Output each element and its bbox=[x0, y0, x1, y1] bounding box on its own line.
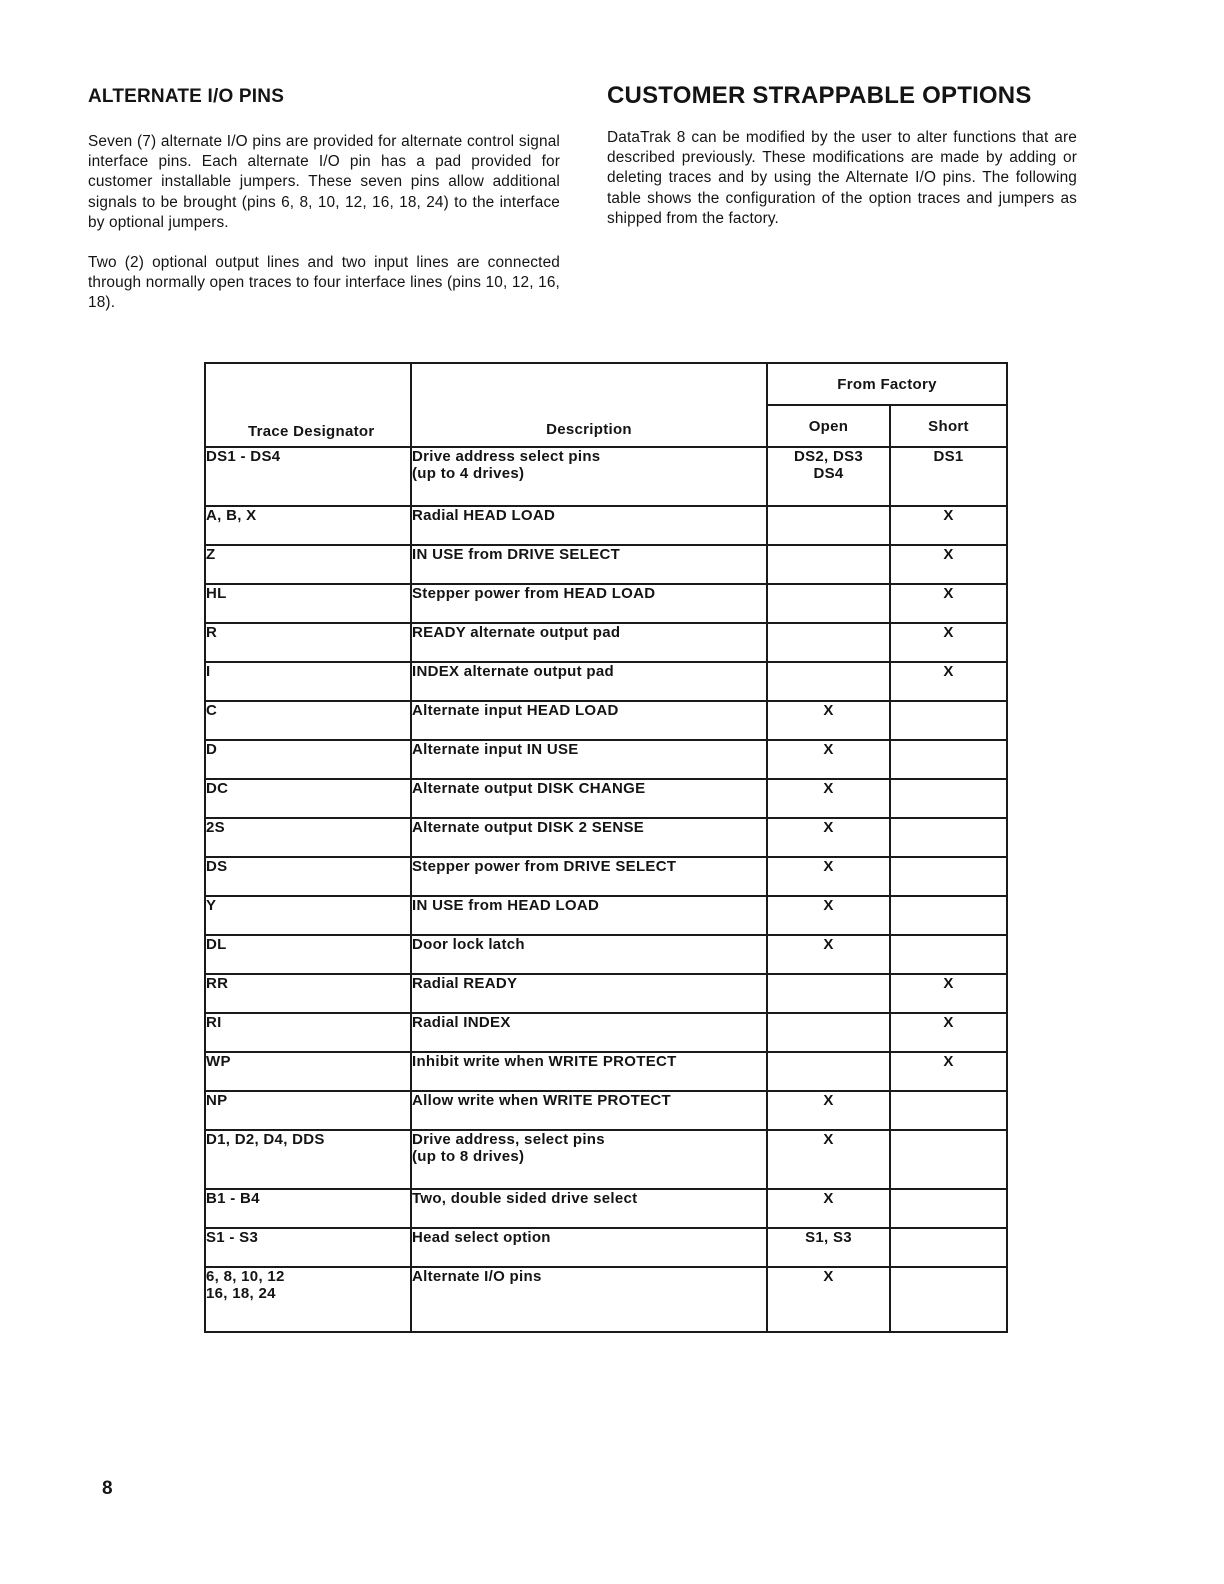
table-row bbox=[205, 1052, 1007, 1091]
description-line: IN USE from HEAD LOAD bbox=[412, 897, 600, 914]
description-cell bbox=[411, 447, 767, 506]
table-row bbox=[205, 1228, 1007, 1267]
short-cell: X bbox=[890, 584, 1007, 623]
description-cell bbox=[411, 1189, 767, 1228]
open-value: X bbox=[823, 897, 834, 914]
description-cell bbox=[411, 623, 767, 662]
header-from-factory: From Factory bbox=[767, 363, 1007, 405]
description-cell bbox=[411, 1013, 767, 1052]
description-cell bbox=[411, 1130, 767, 1189]
short-cell bbox=[890, 1130, 1007, 1189]
description-line: Stepper power from DRIVE SELECT bbox=[412, 858, 677, 875]
right-column bbox=[607, 82, 1077, 229]
description-line: Two, double sided drive select bbox=[412, 1190, 638, 1207]
description-line: Alternate I/O pins bbox=[412, 1268, 542, 1285]
description-cell bbox=[411, 1267, 767, 1332]
trace-designator-cell: DL bbox=[205, 935, 411, 974]
description-line: (up to 4 drives) bbox=[412, 465, 525, 482]
open-value: X bbox=[823, 819, 834, 836]
short-cell: X bbox=[890, 1013, 1007, 1052]
open-cell bbox=[767, 779, 890, 818]
open-cell bbox=[767, 857, 890, 896]
description-cell bbox=[411, 818, 767, 857]
table-row bbox=[205, 662, 1007, 701]
description-line: Radial INDEX bbox=[412, 1014, 511, 1031]
trace-designator-cell: RR bbox=[205, 974, 411, 1013]
trace-designator-cell: S1 - S3 bbox=[205, 1228, 411, 1267]
description-cell bbox=[411, 896, 767, 935]
description-line: IN USE from DRIVE SELECT bbox=[412, 546, 621, 563]
short-cell: DS1 bbox=[890, 447, 1007, 506]
description-cell bbox=[411, 545, 767, 584]
description-cell bbox=[411, 974, 767, 1013]
table-row bbox=[205, 974, 1007, 1013]
trace-designator-cell: DC bbox=[205, 779, 411, 818]
description-line: Alternate output DISK CHANGE bbox=[412, 780, 646, 797]
short-cell: X bbox=[890, 662, 1007, 701]
alternate-io-paragraph-1: Seven (7) alternate I/O pins are provided for alternate control signal interface pins. Each alternate I/O pin has a pad provided for customer installable jumpers. These seven pins allow additional signals to be brought (pins 6, 8, 10, 12, 16, 18, 24) to the interface by optional jumpers. bbox=[88, 133, 560, 231]
short-cell bbox=[890, 740, 1007, 779]
table-row bbox=[205, 857, 1007, 896]
header-short: Short bbox=[890, 405, 1007, 447]
short-cell: X bbox=[890, 1052, 1007, 1091]
trace-designator-cell: NP bbox=[205, 1091, 411, 1130]
description-line: Stepper power from HEAD LOAD bbox=[412, 585, 656, 602]
page-number: 8 bbox=[102, 1478, 113, 1499]
options-table-container bbox=[204, 362, 1006, 1333]
options-table-body bbox=[205, 447, 1007, 1332]
header-description: Description bbox=[411, 363, 767, 447]
open-cell bbox=[767, 896, 890, 935]
short-cell bbox=[890, 779, 1007, 818]
short-cell bbox=[890, 896, 1007, 935]
trace-designator-cell: Y bbox=[205, 896, 411, 935]
alternate-io-heading: ALTERNATE I/O PINS bbox=[88, 86, 285, 107]
table-row bbox=[205, 545, 1007, 584]
open-cell bbox=[767, 584, 890, 623]
open-cell bbox=[767, 1130, 890, 1189]
description-line: Door lock latch bbox=[412, 936, 525, 953]
description-line: Head select option bbox=[412, 1229, 551, 1246]
open-value: S1, S3 bbox=[805, 1229, 852, 1246]
open-value: X bbox=[823, 780, 834, 797]
trace-designator-cell: 6, 8, 10, 12 16, 18, 24 bbox=[205, 1267, 411, 1332]
trace-designator-cell: DS1 - DS4 bbox=[205, 447, 411, 506]
open-value: X bbox=[823, 936, 834, 953]
open-value: DS2, DS3 bbox=[793, 448, 864, 465]
description-cell bbox=[411, 935, 767, 974]
open-value: X bbox=[823, 1268, 834, 1285]
open-cell bbox=[767, 740, 890, 779]
trace-designator-cell: WP bbox=[205, 1052, 411, 1091]
open-cell bbox=[767, 1052, 890, 1091]
description-cell bbox=[411, 740, 767, 779]
open-cell bbox=[767, 545, 890, 584]
trace-designator-cell: D1, D2, D4, DDS bbox=[205, 1130, 411, 1189]
description-cell bbox=[411, 1052, 767, 1091]
description-cell bbox=[411, 779, 767, 818]
open-value: X bbox=[823, 1190, 834, 1207]
table-row bbox=[205, 447, 1007, 506]
short-cell bbox=[890, 1267, 1007, 1332]
table-row bbox=[205, 1267, 1007, 1332]
table-row bbox=[205, 740, 1007, 779]
open-value: DS4 bbox=[813, 465, 844, 482]
table-row bbox=[205, 584, 1007, 623]
description-cell bbox=[411, 701, 767, 740]
open-cell bbox=[767, 1091, 890, 1130]
open-cell bbox=[767, 1189, 890, 1228]
table-row bbox=[205, 896, 1007, 935]
trace-designator-cell: HL bbox=[205, 584, 411, 623]
open-cell bbox=[767, 818, 890, 857]
options-table bbox=[204, 362, 1008, 1333]
description-cell bbox=[411, 662, 767, 701]
description-line: Allow write when WRITE PROTECT bbox=[412, 1092, 672, 1109]
short-cell bbox=[890, 1091, 1007, 1130]
open-cell bbox=[767, 974, 890, 1013]
description-cell bbox=[411, 857, 767, 896]
description-line: (up to 8 drives) bbox=[412, 1148, 525, 1165]
trace-designator-cell: 2S bbox=[205, 818, 411, 857]
short-cell bbox=[890, 701, 1007, 740]
table-row bbox=[205, 1130, 1007, 1189]
open-cell bbox=[767, 1228, 890, 1267]
short-cell bbox=[890, 818, 1007, 857]
short-cell bbox=[890, 935, 1007, 974]
short-cell: X bbox=[890, 506, 1007, 545]
open-cell bbox=[767, 662, 890, 701]
open-cell bbox=[767, 935, 890, 974]
trace-designator-cell: R bbox=[205, 623, 411, 662]
description-cell bbox=[411, 584, 767, 623]
open-value: X bbox=[823, 702, 834, 719]
description-line: Alternate input IN USE bbox=[412, 741, 579, 758]
open-cell bbox=[767, 1267, 890, 1332]
table-row bbox=[205, 1189, 1007, 1228]
open-cell bbox=[767, 1013, 890, 1052]
description-cell bbox=[411, 1091, 767, 1130]
short-cell: X bbox=[890, 974, 1007, 1013]
trace-designator-cell: RI bbox=[205, 1013, 411, 1052]
table-row bbox=[205, 701, 1007, 740]
open-cell bbox=[767, 701, 890, 740]
short-cell: X bbox=[890, 623, 1007, 662]
header-open: Open bbox=[767, 405, 890, 447]
open-value: X bbox=[823, 1131, 834, 1148]
description-line: Radial HEAD LOAD bbox=[412, 507, 556, 524]
description-line: Radial READY bbox=[412, 975, 518, 992]
short-cell bbox=[890, 1228, 1007, 1267]
alternate-io-paragraph-2: Two (2) optional output lines and two input lines are connected through normally open traces to four interface lines (pins 10, 12, 16, 18). bbox=[88, 254, 560, 312]
short-cell: X bbox=[890, 545, 1007, 584]
table-row bbox=[205, 779, 1007, 818]
trace-designator-cell: DS bbox=[205, 857, 411, 896]
description-line: Drive address, select pins bbox=[412, 1131, 605, 1148]
open-cell bbox=[767, 506, 890, 545]
description-cell bbox=[411, 1228, 767, 1267]
open-value: X bbox=[823, 858, 834, 875]
header-trace-designator: Trace Designator bbox=[205, 363, 411, 447]
description-line: Drive address select pins bbox=[412, 448, 601, 465]
trace-designator-cell: Z bbox=[205, 545, 411, 584]
description-cell bbox=[411, 506, 767, 545]
table-row bbox=[205, 506, 1007, 545]
left-column bbox=[88, 86, 560, 314]
open-cell bbox=[767, 447, 890, 506]
table-row bbox=[205, 1013, 1007, 1052]
trace-designator-cell: D bbox=[205, 740, 411, 779]
strappable-options-heading: CUSTOMER STRAPPABLE OPTIONS bbox=[607, 82, 1032, 109]
table-row bbox=[205, 1091, 1007, 1130]
open-value: X bbox=[823, 1092, 834, 1109]
trace-designator-cell: B1 - B4 bbox=[205, 1189, 411, 1228]
table-row bbox=[205, 935, 1007, 974]
description-line: Alternate output DISK 2 SENSE bbox=[412, 819, 645, 836]
short-cell bbox=[890, 857, 1007, 896]
table-row bbox=[205, 623, 1007, 662]
trace-designator-cell: C bbox=[205, 701, 411, 740]
strappable-options-paragraph: DataTrak 8 can be modified by the user to alter functions that are described previously. These modifications are made by adding or deleting traces and by using the Alternate I/O pins. The following table shows the configuration of the option traces and jumpers as shipped from the factory. bbox=[607, 129, 1077, 227]
short-cell bbox=[890, 1189, 1007, 1228]
description-line: READY alternate output pad bbox=[412, 624, 621, 641]
trace-designator-cell: A, B, X bbox=[205, 506, 411, 545]
description-line: Alternate input HEAD LOAD bbox=[412, 702, 619, 719]
description-line: INDEX alternate output pad bbox=[412, 663, 614, 680]
trace-designator-cell: I bbox=[205, 662, 411, 701]
description-line: Inhibit write when WRITE PROTECT bbox=[412, 1053, 677, 1070]
open-cell bbox=[767, 623, 890, 662]
table-row bbox=[205, 818, 1007, 857]
open-value: X bbox=[823, 741, 834, 758]
